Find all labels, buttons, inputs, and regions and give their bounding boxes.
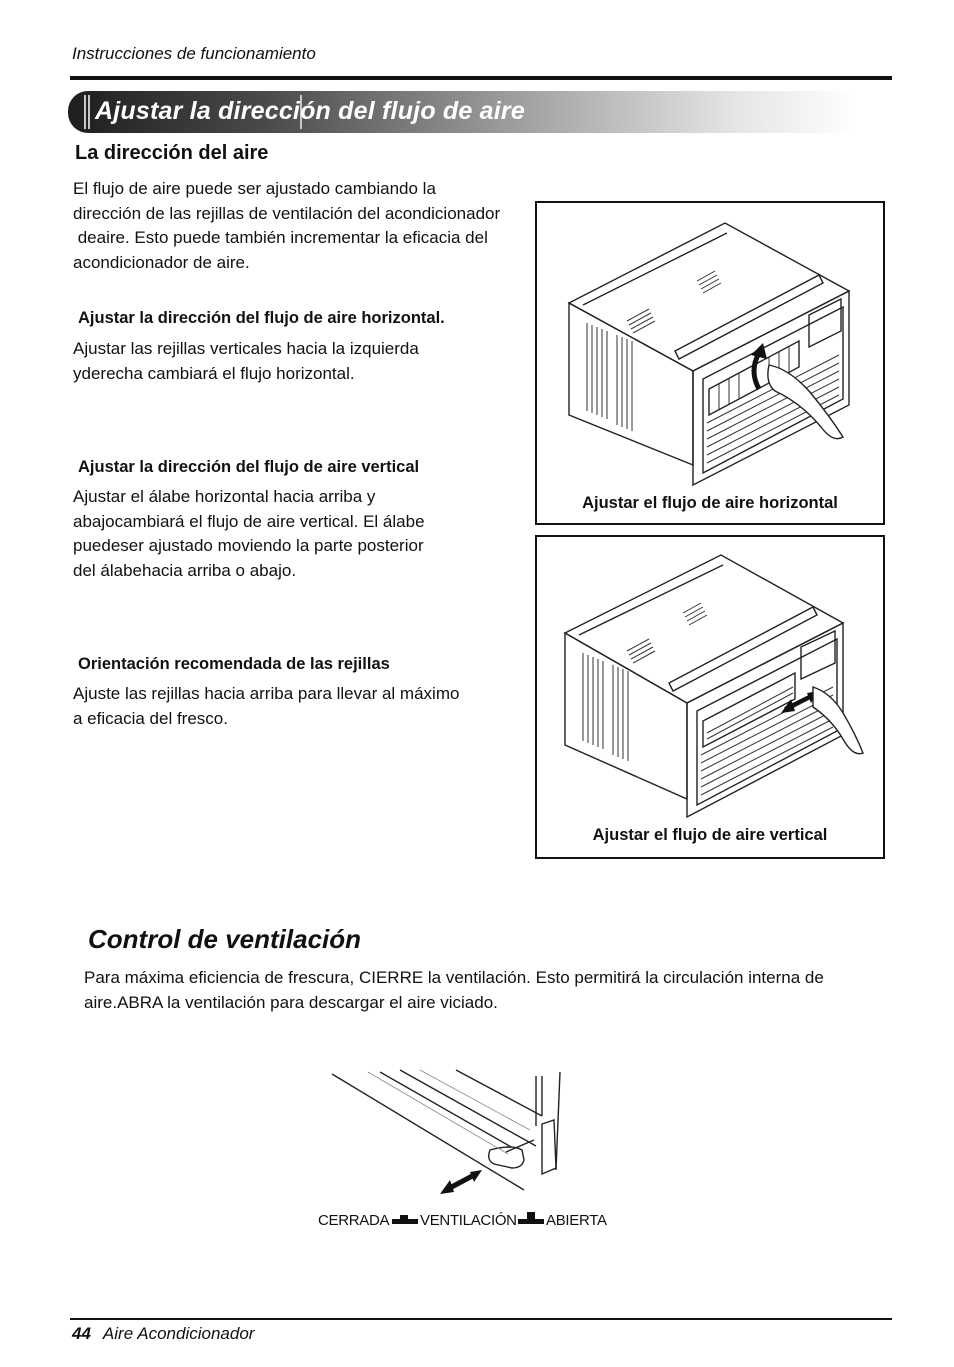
vent-lever-illustration <box>320 1066 580 1196</box>
intro-line: acondicionador de aire. <box>73 252 250 272</box>
vertical-line: Ajustar el álabe horizontal hacia arriba y <box>73 487 376 506</box>
heading-vertical: Ajustar la dirección del flujo de aire vertical <box>78 458 420 476</box>
banner-stripe <box>84 95 86 129</box>
banner-title: Ajustar la dirección del flujo de aire <box>95 97 525 125</box>
vent-line: aire.ABRA la ventilación para descargar el aire viciado. <box>84 992 498 1012</box>
figure-vertical-caption: Ajustar el flujo de aire vertical <box>592 826 828 844</box>
subtitle-air-direction: La dirección del aire <box>75 142 269 164</box>
vent-paragraph <box>84 966 894 1015</box>
intro-line: dirección de las rejillas de ventilación del acondicionador <box>73 203 501 223</box>
section-banner <box>68 91 858 133</box>
running-header: Instrucciones de funcionamiento <box>72 44 316 63</box>
air-conditioner-illustration <box>537 203 883 487</box>
label-open: ABIERTA <box>546 1212 607 1229</box>
banner-stripe <box>88 95 90 129</box>
recommended-line: a eficacia del fresco. <box>73 708 228 728</box>
intro-line: El flujo de aire puede ser ajustado cambiando la <box>73 179 436 198</box>
heading-recommended: Orientación recomendada de las rejillas <box>78 655 390 673</box>
vertical-paragraph <box>73 485 513 583</box>
intro-line: deaire. Esto puede también incrementar la eficacia del <box>73 228 488 247</box>
label-vent: VENTILACIÓN <box>420 1212 517 1229</box>
footer-title: Aire Acondicionador <box>102 1324 255 1343</box>
horizontal-paragraph <box>73 337 513 386</box>
header-rule <box>70 76 892 80</box>
vent-line: Para máxima eficiencia de frescura, CIERRE la ventilación. Esto permitirá la circulación interna de <box>84 968 824 987</box>
heading-horizontal: Ajustar la dirección del flujo de aire horizontal. <box>78 309 445 327</box>
figure-horizontal-caption: Ajustar el flujo de aire horizontal <box>582 494 838 512</box>
recommended-paragraph <box>73 682 513 731</box>
page-footer <box>72 1324 254 1344</box>
label-closed: CERRADA <box>318 1212 390 1229</box>
page-number: 44 <box>72 1324 91 1343</box>
horizontal-line: Ajustar las rejillas verticales hacia la izquierda <box>73 339 419 358</box>
open-knob-icon <box>527 1212 535 1220</box>
vertical-line: abajocambiará el flujo de aire vertical. El álabe <box>73 511 425 531</box>
horizontal-line: yderecha cambiará el flujo horizontal. <box>73 363 355 383</box>
intro-paragraph <box>73 177 533 275</box>
figure-vertical <box>535 535 885 859</box>
air-conditioner-illustration <box>537 537 883 821</box>
vertical-line: del álabehacia arriba o abajo. <box>73 560 297 580</box>
footer-rule <box>70 1318 892 1320</box>
recommended-line: Ajuste las rejillas hacia arriba para llevar al máximo <box>73 684 460 703</box>
closed-knob-icon <box>400 1215 408 1219</box>
figure-horizontal <box>535 201 885 525</box>
vent-labels <box>318 1212 618 1232</box>
closed-indicator-icon <box>392 1219 418 1224</box>
vent-title: Control de ventilación <box>88 924 362 954</box>
vertical-line: puedeser ajustado moviendo la parte posterior <box>73 536 424 555</box>
